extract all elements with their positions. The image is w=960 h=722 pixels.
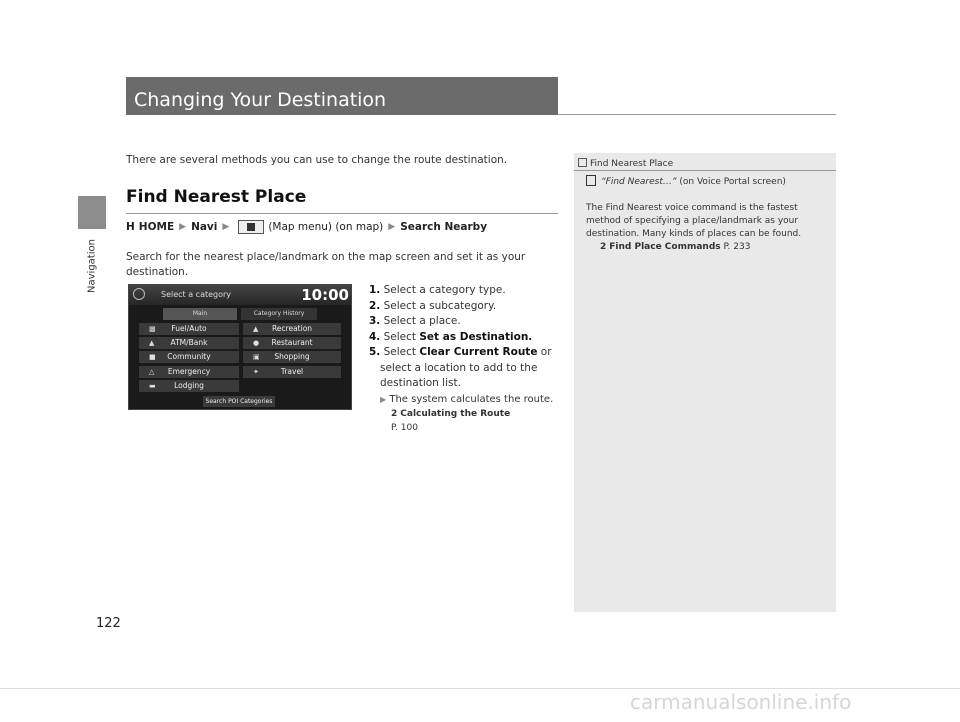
restaurant-icon: ● <box>253 339 260 347</box>
step-5-continued: select a location to add to the <box>380 361 538 374</box>
section-tab-marker <box>78 196 106 229</box>
navigation-screen-image <box>128 284 352 410</box>
note-icon <box>578 158 587 167</box>
shopping-cart-icon: ▣ <box>253 353 260 361</box>
category-emergency: △ Emergency <box>139 366 239 378</box>
arrow-right-icon: ▶ <box>222 222 230 232</box>
reference-arrow-icon: 2 <box>391 409 398 419</box>
notes-divider <box>574 170 836 171</box>
screen-topbar <box>129 285 352 305</box>
bank-icon: ▲ <box>149 339 155 347</box>
airplane-icon: ✦ <box>253 368 259 376</box>
chapter-title-bar <box>126 77 558 115</box>
cross-reference-page: P. 100 <box>391 423 418 433</box>
voice-command: “Find Nearest…” (on Voice Portal screen) <box>586 175 786 187</box>
voice-command-icon <box>586 175 596 186</box>
home-icon: H <box>126 221 135 233</box>
category-atm-bank: ▲ ATM/Bank <box>139 337 239 349</box>
section-description: Search for the nearest place/landmark on the map screen and set it as your destination. <box>126 251 526 278</box>
step-4: 4. Select Set as Destination. <box>369 330 533 343</box>
watermark: carmanualsonline.info <box>630 690 852 714</box>
cross-reference[interactable]: 2 Calculating the Route <box>391 409 511 419</box>
category-shopping: ▣ Shopping <box>243 351 341 363</box>
recreation-icon: ▲ <box>253 325 259 333</box>
step-result: ▶ The system calculates the route. <box>380 393 554 405</box>
fuel-icon: ▩ <box>149 325 156 333</box>
page-number: 122 <box>96 616 121 631</box>
section-divider <box>126 213 558 214</box>
page-title: Changing Your Destination <box>134 89 387 111</box>
breadcrumb-map-menu: (Map menu) (on map) <box>268 221 384 233</box>
intro-text: There are several methods you can use to change the route destination. <box>126 154 508 166</box>
category-recreation: ▲ Recreation <box>243 323 341 335</box>
step-3: 3. Select a place. <box>369 315 461 327</box>
notes-body: The Find Nearest voice command is the fastest method of specifying a place/landmark as your destination. Many kinds of places can be found. <box>586 203 802 239</box>
step-5: 5. Select Clear Current Route or <box>369 346 552 358</box>
arrow-right-icon: ▶ <box>380 394 387 404</box>
category-travel: ✦ Travel <box>243 366 341 378</box>
category-community: ■ Community <box>139 351 239 363</box>
step-5-continued: destination list. <box>380 377 461 389</box>
notes-panel <box>574 153 836 612</box>
breadcrumb <box>126 220 487 234</box>
screen-clock: 10:00 <box>301 286 349 304</box>
category-fuel-auto: ▩ Fuel/Auto <box>139 323 239 335</box>
screen-tab-history: Category History <box>241 308 317 320</box>
breadcrumb-search: Search Nearby <box>400 221 488 233</box>
step-1: 1. Select a category type. <box>369 284 506 296</box>
search-poi-categories: Search POI Categories <box>203 396 275 407</box>
screen-title: Select a category <box>161 290 232 299</box>
screen-tab-main: Main <box>163 308 237 320</box>
section-title: Find Nearest Place <box>126 187 307 207</box>
notes-cross-reference[interactable]: 2 Find Place Commands P. 233 <box>600 242 751 252</box>
lodging-icon: ▬ <box>149 382 156 390</box>
breadcrumb-navi: Navi <box>191 221 218 233</box>
section-label: Navigation <box>86 239 98 293</box>
voice-icon <box>133 288 145 300</box>
breadcrumb-home: HOME <box>138 221 175 233</box>
map-menu-icon <box>238 220 264 234</box>
title-divider <box>558 114 836 115</box>
emergency-icon: △ <box>149 368 155 376</box>
notes-heading: Find Nearest Place <box>578 158 673 169</box>
step-2: 2. Select a subcategory. <box>369 299 497 312</box>
arrow-right-icon: ▶ <box>388 222 396 232</box>
category-lodging: ▬ Lodging <box>139 380 239 392</box>
arrow-right-icon: ▶ <box>179 222 187 232</box>
reference-arrow-icon: 2 <box>600 242 607 252</box>
step-list <box>369 283 559 437</box>
category-restaurant: ● Restaurant <box>243 337 341 349</box>
footer-rule <box>0 688 960 689</box>
community-icon: ■ <box>149 353 156 361</box>
